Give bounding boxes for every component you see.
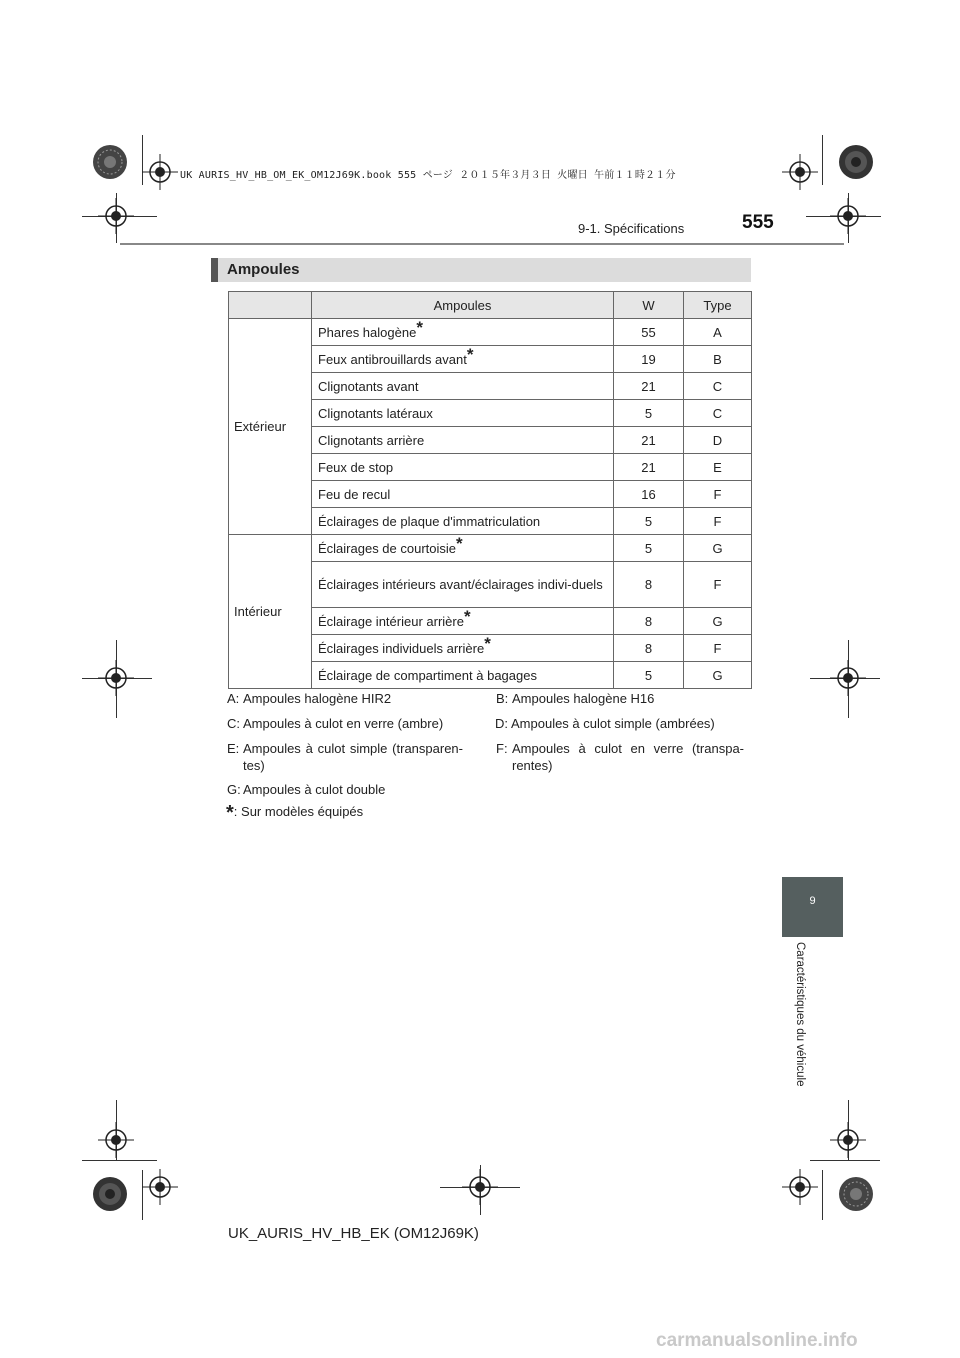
wattage-cell: 21 <box>614 454 684 481</box>
table-row <box>229 319 752 346</box>
type-cell: F <box>684 481 752 508</box>
footer-document-code: UK_AURIS_HV_HB_EK (OM12J69K) <box>228 1225 479 1242</box>
type-cell: B <box>684 346 752 373</box>
table-header-cell: Type <box>684 292 752 319</box>
wattage-cell: 8 <box>614 562 684 608</box>
bulbs-table <box>228 291 752 689</box>
registration-target-icon <box>782 154 818 190</box>
category-cell: Extérieur <box>229 319 312 535</box>
wattage-cell: 8 <box>614 635 684 662</box>
chapter-tab <box>782 877 843 937</box>
watermark: carmanualsonline.info <box>656 1330 858 1351</box>
registration-target-icon <box>830 1122 866 1158</box>
wattage-cell: 5 <box>614 508 684 535</box>
color-rosette-icon <box>92 1176 128 1212</box>
registration-target-icon <box>142 154 178 190</box>
color-rosette-icon <box>92 144 128 180</box>
registration-target-icon <box>782 1169 818 1205</box>
type-cell: G <box>684 608 752 635</box>
registration-target-icon <box>98 660 134 696</box>
wattage-cell: 21 <box>614 427 684 454</box>
registration-target-icon <box>830 198 866 234</box>
wattage-cell: 5 <box>614 662 684 689</box>
legend-item-f: F: Ampoules à culot en verre (transpa-rentes) <box>496 741 744 773</box>
header-divider <box>120 243 844 245</box>
footnote: *: Sur modèles équipés <box>226 802 364 824</box>
legend-item-e: E: Ampoules à culot simple (transparen-tes) <box>227 741 463 773</box>
wattage-cell: 5 <box>614 535 684 562</box>
color-rosette-icon <box>838 144 874 180</box>
bulb-name-cell: Clignotants latéraux <box>312 400 614 427</box>
bulb-name-cell: Feu de recul <box>312 481 614 508</box>
type-cell: E <box>684 454 752 481</box>
bulb-name-cell: Éclairages individuels arrière* <box>312 635 614 662</box>
bulb-name-cell: Clignotants arrière <box>312 427 614 454</box>
type-cell: G <box>684 535 752 562</box>
wattage-cell: 5 <box>614 400 684 427</box>
heading-accent-bar <box>211 258 218 282</box>
chapter-number: 9 <box>809 895 816 907</box>
type-cell: F <box>684 508 752 535</box>
bulb-name-cell: Feux antibrouillards avant* <box>312 346 614 373</box>
table-header-cell: Ampoules <box>312 292 614 319</box>
category-cell: Intérieur <box>229 535 312 689</box>
bulb-name-cell: Feux de stop <box>312 454 614 481</box>
wattage-cell: 19 <box>614 346 684 373</box>
wattage-cell: 55 <box>614 319 684 346</box>
type-cell: D <box>684 427 752 454</box>
type-cell: C <box>684 373 752 400</box>
type-cell: G <box>684 662 752 689</box>
type-cell: F <box>684 562 752 608</box>
wattage-cell: 16 <box>614 481 684 508</box>
registration-target-icon <box>98 198 134 234</box>
table-header-cell <box>229 292 312 319</box>
bulb-name-cell: Éclairages intérieurs avant/éclairages indivi-duels <box>312 562 614 608</box>
registration-target-icon <box>462 1169 498 1205</box>
section-heading-text: Ampoules <box>227 261 300 278</box>
type-cell: F <box>684 635 752 662</box>
section-heading <box>211 258 751 282</box>
registration-target-icon <box>830 660 866 696</box>
page-number: 555 <box>742 212 774 233</box>
table-header-cell: W <box>614 292 684 319</box>
table-row <box>229 535 752 562</box>
bulb-name-cell: Clignotants avant <box>312 373 614 400</box>
bulb-name-cell: Éclairage de compartiment à bagages <box>312 662 614 689</box>
type-cell: C <box>684 400 752 427</box>
registration-target-icon <box>142 1169 178 1205</box>
table-header-row <box>229 292 752 319</box>
file-info-header: UK AURIS_HV_HB_OM_EK_OM12J69K.book 555 ページ ２０１５年３月３日 火曜日 午前１１時２１分 <box>180 170 676 181</box>
wattage-cell: 8 <box>614 608 684 635</box>
type-cell: A <box>684 319 752 346</box>
chapter-label-text: Caractéristiques du véhicule <box>794 942 806 1087</box>
bulb-name-cell: Phares halogène* <box>312 319 614 346</box>
section-title: 9-1. Spécifications <box>578 221 685 236</box>
chapter-label <box>792 942 808 1116</box>
registration-target-icon <box>98 1122 134 1158</box>
wattage-cell: 21 <box>614 373 684 400</box>
bulb-name-cell: Éclairages de plaque d'immatriculation <box>312 508 614 535</box>
color-rosette-icon <box>838 1176 874 1212</box>
bulb-name-cell: Éclairages de courtoisie* <box>312 535 614 562</box>
bulb-name-cell: Éclairage intérieur arrière* <box>312 608 614 635</box>
